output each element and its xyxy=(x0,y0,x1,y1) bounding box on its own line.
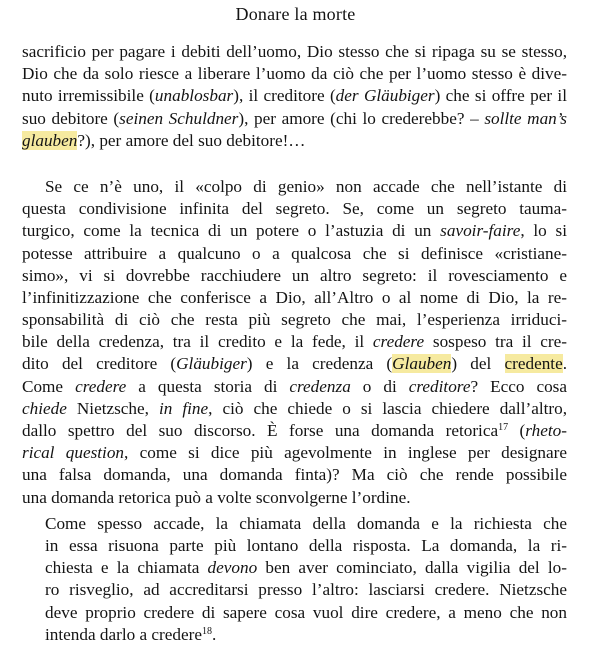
text-run: ( xyxy=(508,421,526,440)
text-run: dallo spettro del suo discorso. È forse una domanda retorica xyxy=(22,421,499,440)
text-line xyxy=(22,130,567,152)
paragraph-2 xyxy=(22,176,567,509)
text-run: dito del creditore ( xyxy=(22,354,177,374)
text-run: , lo si xyxy=(520,221,567,241)
text-run: ), per amore (chi lo crederebbe? – xyxy=(238,108,485,128)
text-line xyxy=(22,513,567,535)
text-line xyxy=(22,63,567,85)
text-run: ben aver cominciato, dalla vigilia del lo- xyxy=(257,558,567,578)
text-line xyxy=(22,176,567,198)
text-line xyxy=(22,376,567,398)
running-head: Donare la morte xyxy=(235,4,356,24)
text-run: sponsabilità di ciò che resta più segreto che mai, l’esperienza irriduci- xyxy=(22,310,567,330)
text-line xyxy=(22,198,567,220)
italic-text: savoir-faire xyxy=(440,221,521,241)
text-line xyxy=(22,220,567,242)
text-run: deve proprio credere di sapere cosa vuol dire credere, a meno che non xyxy=(45,602,567,622)
text-line xyxy=(22,331,567,353)
text-run: . xyxy=(562,354,567,374)
paragraph-1 xyxy=(22,41,567,152)
paragraph-3 xyxy=(22,513,567,646)
text-run: a questa storia di xyxy=(126,376,290,396)
footnote-ref: 18 xyxy=(201,625,212,637)
text-line xyxy=(22,624,567,646)
text-run: Se ce n’è uno, il «colpo di genio» non accade che nell’istante di xyxy=(45,176,567,196)
text-line xyxy=(22,464,567,486)
italic-text: creditore xyxy=(408,376,471,396)
text-run: , ciò che chiede o si lascia chiedere dall’altro, xyxy=(208,398,567,418)
text-run: Come xyxy=(22,376,76,396)
text-run: potesse attribuire a qualcuno o a qualcosa che si definisce «cristiane- xyxy=(22,243,567,263)
text-line xyxy=(22,579,567,601)
text-line xyxy=(22,85,567,107)
text-line xyxy=(22,442,567,464)
text-line xyxy=(22,41,567,63)
text-run: ? Ecco cosa xyxy=(470,376,567,396)
text-line xyxy=(22,265,567,287)
italic-text: in fine xyxy=(158,398,209,418)
text-line xyxy=(22,108,567,130)
text-run: sospeso tra il cre- xyxy=(424,332,567,352)
text-run: una falsa domanda, una domanda finta)? Ma ciò che rende possibile xyxy=(22,465,567,485)
text-run: ) del xyxy=(451,354,505,374)
text-run: Dio che da solo riesce a liberare l’uomo da ciò che per l’uomo stesso è dive- xyxy=(22,64,567,84)
text-run: ), il creditore ( xyxy=(233,86,336,106)
text-run: , come si dice più agevolmente in inglese per designare xyxy=(124,443,567,463)
text-run: ?), per amore del suo debitore!… xyxy=(77,130,306,150)
text-run: Nietzsche, xyxy=(66,398,159,418)
text-run: chiesta e la chiamata xyxy=(45,558,208,578)
italic-text: seinen Schuldner xyxy=(119,108,239,128)
highlighted-text: glauben xyxy=(22,130,78,150)
italic-text: unablosbar xyxy=(154,86,234,106)
text-run: simo», vi si dovrebbe racchiudere un altro segreto: il rovesciamento e xyxy=(22,265,567,285)
text-run: ) che si offre per il xyxy=(434,86,567,106)
footnote-ref: 17 xyxy=(498,422,509,433)
text-line xyxy=(22,602,567,624)
italic-text: credere xyxy=(75,376,127,396)
italic-text: chiede xyxy=(22,398,67,418)
text-run: questa condivisione infinita del segreto. Se, come un segreto tauma- xyxy=(22,199,567,219)
italic-text: sollte man’s xyxy=(484,108,567,128)
italic-text: credenza xyxy=(289,376,351,396)
text-line xyxy=(22,353,567,375)
italic-text: rical question xyxy=(22,443,125,463)
italic-text: der Gläubiger xyxy=(335,86,435,106)
text-run: una domanda retorica può a volte sconvolgerne l’ordine. xyxy=(22,487,411,507)
page-body xyxy=(22,41,567,646)
highlighted-text: credente xyxy=(504,354,563,374)
text-run: nuto irremissibile ( xyxy=(22,86,155,106)
text-run: sacrificio per pagare i debiti dell’uomo, Dio stesso che si ripaga su se stesso, xyxy=(22,42,567,61)
text-line xyxy=(22,243,567,265)
text-run: Come spesso accade, la chiamata della domanda e la richiesta che xyxy=(45,513,567,533)
text-run: l’infinitizzazione che conferisce a Dio, all’Altro o al nome di Dio, la re- xyxy=(22,287,567,307)
text-run: intenda darlo a credere xyxy=(45,624,202,644)
italic-text: Gläubiger xyxy=(176,354,247,374)
text-line xyxy=(22,420,567,442)
text-line xyxy=(22,535,567,557)
text-line xyxy=(22,487,567,509)
italic-text: devono xyxy=(207,558,258,578)
text-line xyxy=(22,287,567,309)
text-run: ro risveglio, ad accreditarsi presso l’altro: lasciarsi credere. Nietzsche xyxy=(45,580,567,600)
text-run: . xyxy=(211,624,217,644)
text-line xyxy=(22,309,567,331)
highlighted-text: Glauben xyxy=(392,354,452,374)
text-run: ) e la credenza ( xyxy=(246,354,393,374)
text-run: bile della credenza, tra il credito e la fede, il xyxy=(22,332,373,352)
text-run: suo debitore ( xyxy=(22,108,120,128)
italic-text: rheto- xyxy=(525,421,567,440)
text-run: o di xyxy=(350,376,409,396)
text-line xyxy=(22,398,567,420)
italic-text: credere xyxy=(372,332,425,352)
text-run: in essa risuona parte più lontano della risposta. La domanda, la ri- xyxy=(45,535,567,555)
text-run: turgico, come la tecnica di un potere o l’astuzia di un xyxy=(22,221,441,241)
text-line xyxy=(22,557,567,579)
